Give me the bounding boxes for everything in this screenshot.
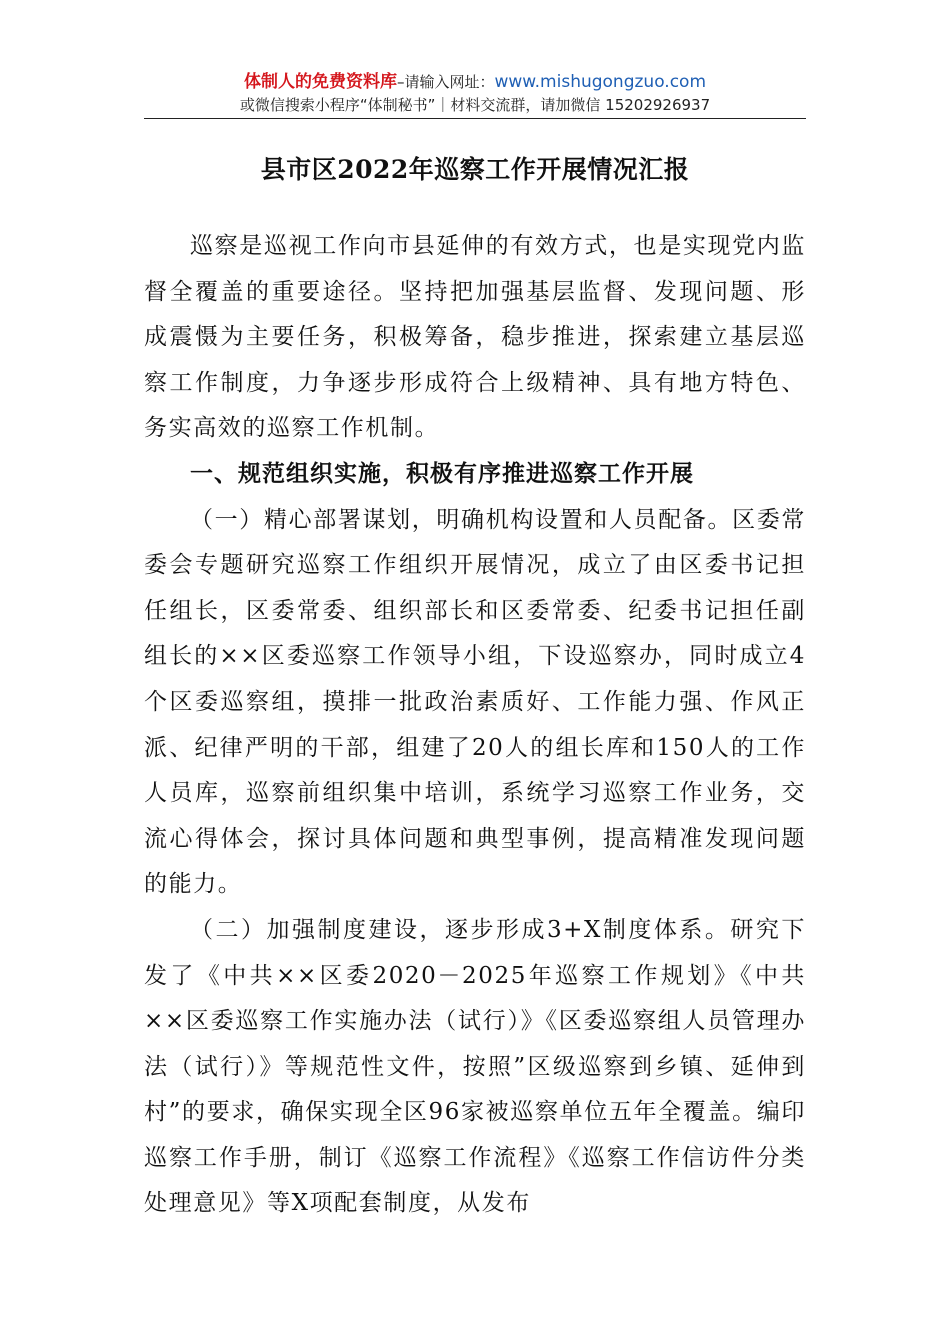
banner-line-1	[144, 70, 806, 94]
banner-brand: 体制人的免费资料库	[243, 72, 397, 92]
site-banner	[144, 70, 806, 116]
paragraph-2: （二）加强制度建设，逐步形成3+X制度体系。研究下发了《中共××区委2020－2025年巡察工作规划》《中共××区委巡察工作实施办法（试行）》《区委巡察组人员管理办法（试行）》等规范性文件，按照”区级巡察到乡镇、延伸到村”的要求，确保实现全区96家被巡察单位五年全覆盖。编印巡察工作手册，制订《巡察工作流程》《巡察工作信访件分类处理意见》等X项配套制度，从发布	[144, 916, 806, 1217]
document-body	[144, 224, 806, 1227]
header-divider	[144, 118, 806, 119]
banner-line-2: 或微信搜索小程序“体制秘书”｜材料交流群，请加微信 15202926937	[239, 96, 711, 114]
banner-url-link[interactable]: www.mishugongzuo.com	[494, 72, 707, 92]
intro-paragraph: 巡察是巡视工作向市县延伸的有效方式，也是实现党内监督全覆盖的重要途径。坚持把加强基层监督、发现问题、形成震慑为主要任务，积极筹备，稳步推进，探索建立基层巡察工作制度，力争逐步形成符合上级精神、具有地方特色、务实高效的巡察工作机制。	[144, 233, 806, 442]
banner-prompt: –请输入网址：	[396, 73, 495, 91]
document-title: 县市区2022年巡察工作开展情况汇报	[260, 155, 690, 184]
paragraph-1: （一）精心部署谋划，明确机构设置和人员配备。区委常委会专题研究巡察工作组织开展情况，成立了由区委书记担任组长，区委常委、组织部长和区委常委、纪委书记担任副组长的××区委巡察工作领导小组，下设巡察办，同时成立4个区委巡察组，摸排一批政治素质好、工作能力强、作风正派、纪律严明的干部，组建了20人的组长库和150人的工作人员库，巡察前组织集中培训，系统学习巡察工作业务，交流心得体会，探讨具体问题和典型事例，提高精准发现问题的能力。	[144, 506, 806, 898]
section-1-heading: 一、规范组织实施，积极有序推进巡察工作开展	[190, 460, 694, 487]
